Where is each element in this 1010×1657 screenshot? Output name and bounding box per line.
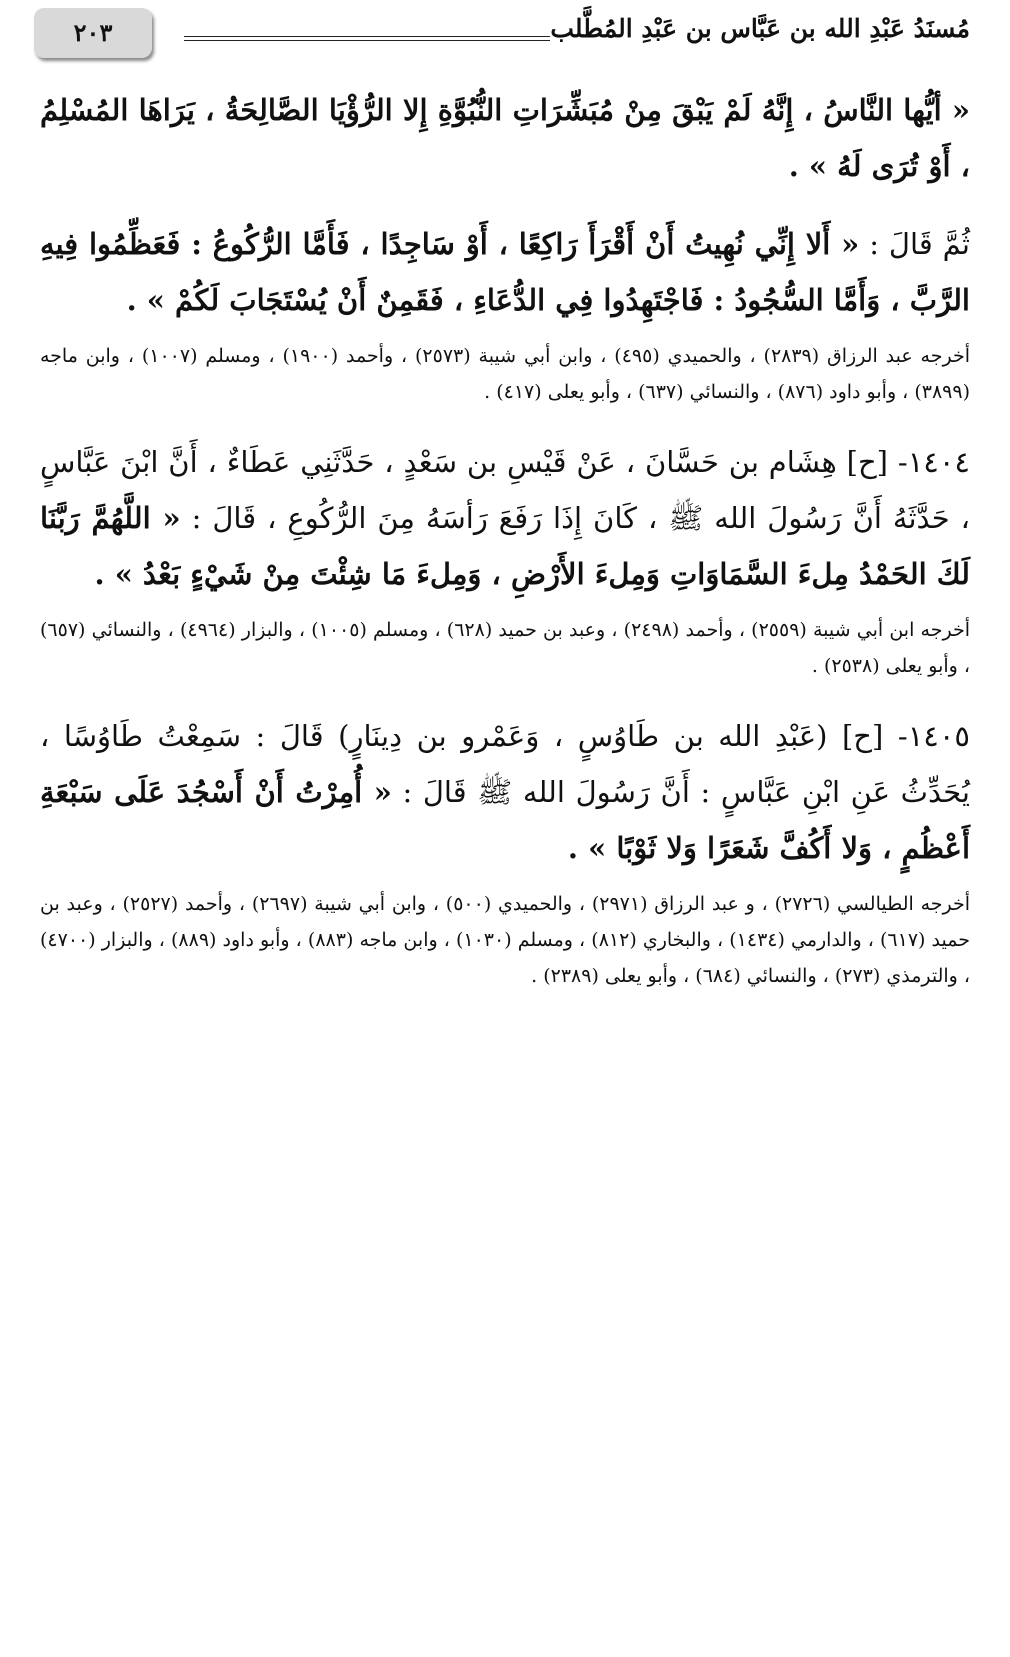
hadith-text: « أَلا إِنِّي نُهِيتُ أَنْ أَقْرَأَ رَاكِعًا ، أَوْ سَاجِدًا ، فَأَمَّا الرُّكُوعُ : فَعَظِّمُوا فِيهِ الرَّبَّ ، وَأَمَّا السُّجُودُ : فَاجْتَهِدُوا فِي الدُّعَاءِ ، فَقَمِنٌ أَنْ يُسْتَجَابَ لَكُمْ » . [40, 227, 970, 317]
page-content [40, 82, 970, 994]
isnad-text: ١٤٠٤- [ح] هِشَام بن حَسَّانَ ، عَنْ قَيْسِ بن سَعْدٍ ، حَدَّثَنِي عَطَاءٌ ، أَنَّ ابْنَ عَبَّاسٍ ، حَدَّثَهُ أَنَّ رَسُولَ الله ﷺ ، كَانَ إِذَا رَفَعَ رَأسَهُ مِنَ الرُّكُوعِ ، قَالَ : [40, 445, 970, 535]
page-number-tab [34, 8, 152, 58]
hadith-1404 [40, 434, 970, 602]
header-rule [184, 36, 550, 41]
takhrij-note: أخرجه ابن أبي شيبة (٢٥٥٩) ، وأحمد (٢٤٩٨) ، وعبد بن حميد (٦٢٨) ، ومسلم (١٠٠٥) ، والبزار (٤٩٦٤) ، والنسائي (٦٥٧) ، وأبو يعلى (٢٥٣٨) . [40, 619, 970, 677]
page-header [34, 8, 970, 64]
hadith-text: « أُمِرْتُ أَنْ أَسْجُدَ عَلَى سَبْعَةِ أَعْظُمٍ ، وَلا أَكُفَّ شَعَرًا وَلا ثَوْبًا » . [40, 775, 970, 865]
isnad-text: ١٤٠٥- [ح] (عَبْدِ الله بن طَاوُسٍ ، وَعَمْرو بن دِينَارٍ) قَالَ : سَمِعْتُ طَاوُسًا ، يُحَدِّثُ عَنِ ابْنِ عَبَّاسٍ : أَنَّ رَسُولَ الله ﷺ قَالَ : [40, 719, 970, 809]
running-title: مُسنَدُ عَبْدِ الله بن عَبَّاس بن عَبْدِ المُطَّلب [550, 14, 970, 43]
page-number: ٢٠٣ [73, 18, 113, 47]
takhrij-note: أخرجه الطيالسي (٢٧٢٦) ، و عبد الرزاق (٢٩٧١) ، والحميدي (٥٠٠) ، وابن أبي شيبة (٢٦٩٧) ، وأحمد (٢٥٢٧) ، وعبد بن حميد (٦١٧) ، والدارمي (١٤٣٤) ، والبخاري (٨١٢) ، ومسلم (١٠٣٠) ، وابن ماجه (٨٨٣) ، وأبو داود (٨٨٩) ، والبزار (٤٧٠٠) ، والترمذي (٢٧٣) ، والنسائي (٦٨٤) ، وأبو يعلى (٢٣٨٩) . [40, 893, 971, 987]
hadith-paragraph [40, 216, 970, 328]
hadith-1405 [40, 708, 970, 876]
takhrij-note: أخرجه عبد الرزاق (٢٨٣٩) ، والحميدي (٤٩٥) ، وابن أبي شيبة (٢٥٧٣) ، وأحمد (١٩٠٠) ، ومسلم (١٠٠٧) ، وابن ماجه (٣٨٩٩) ، وأبو داود (٨٧٦) ، والنسائي (٦٣٧) ، وأبو يعلى (٤١٧) . [40, 345, 970, 403]
hadith-text: « اللَّهُمَّ رَبَّنَا لَكَ الحَمْدُ مِلءَ السَّمَاوَاتِ وَمِلءَ الأَرْضِ ، وَمِلءَ مَا شِئْتَ مِنْ شَيْءٍ بَعْدُ » . [40, 501, 970, 591]
hadith-continuation: « أيُّها النَّاسُ ، إِنَّهُ لَمْ يَبْقَ مِنْ مُبَشِّرَاتِ النُّبُوَّةِ إِلا الرُّؤْيَا الصَّالِحَةُ ، يَرَاهَا المُسْلِمُ ، أَوْ تُرَى لَهُ » . [40, 93, 970, 183]
hadith-intro: ثُمَّ قَالَ : [869, 227, 971, 261]
